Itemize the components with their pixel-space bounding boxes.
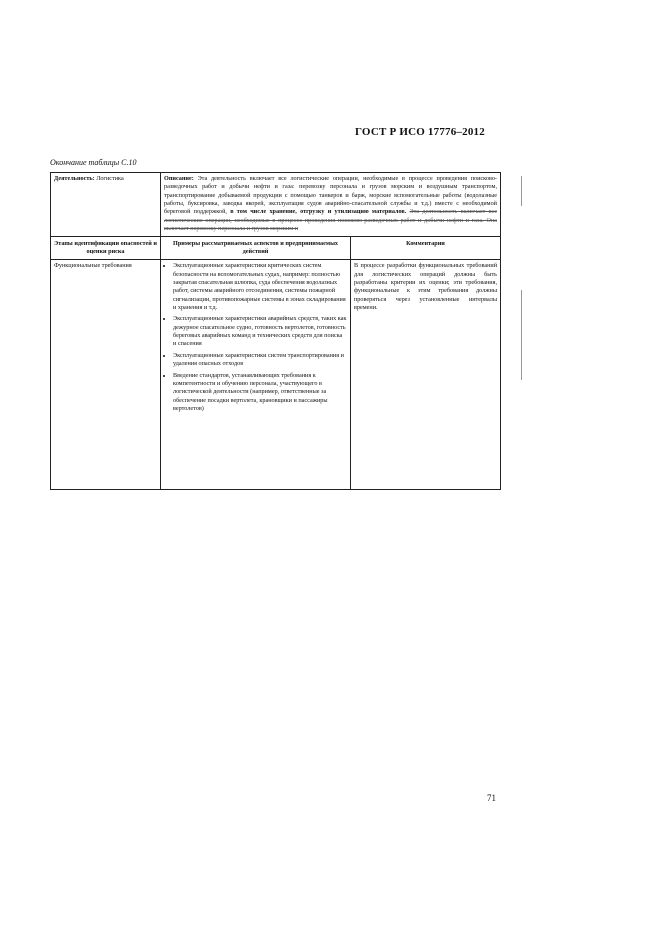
comment-cell: В процессе разработки функциональных требований для логистических операций должны быть разработаны критерии их оценки; эти требования, функциональные к этим требования должны проверяться через установленные интервалы времени. bbox=[351, 260, 501, 490]
table-caption: Окончание таблицы С.10 bbox=[50, 158, 137, 167]
margin-mark bbox=[521, 176, 522, 206]
list-item: • Эксплуатационные характеристики систем транспортирования и удаления опасных отходов bbox=[173, 352, 347, 369]
column-header-stage: Этапы идентификации опасностей и оценки риска bbox=[51, 236, 161, 260]
page-number: 71 bbox=[487, 793, 496, 803]
description-tail: в том числе хранение, отгрузку и утилизацию материалов. bbox=[230, 208, 407, 216]
examples-list bbox=[164, 262, 347, 413]
table-row bbox=[51, 260, 501, 490]
description-label: Описание: bbox=[164, 175, 194, 182]
description-text: Эта деятельность включает все логистические операции, необходимые в процессе проведения поисково-разведочных работ и добычи нефти и газа: перевозку персонала и грузов морским и воздушным транспортом, транспортирование добываемой продукции с помощью танкеров и барж, морские вспомогательные работы (водолазные работы, буксировка, заводка якорей, эксплуатация судов аварийно-спасательной службы и т.д.) вместе с необходимой береговой поддержкой, bbox=[164, 175, 497, 216]
list-item: • Эксплуатационные характеристики аварийных средств, таких как дежурное спасательное судно, готовность вертолетов, готовность береговых аварийных команд и технических средств для поиска и спасения bbox=[173, 315, 347, 348]
activity-value: Логистика bbox=[96, 175, 124, 182]
activity-cell bbox=[51, 173, 161, 237]
description-struck: Эта деятельность включает все логистические операции, необходимые в процессе проведения поисково-разведочных работ и добычи нефти и газа. Она включает перевозку персонала и грузов морским и bbox=[164, 208, 497, 233]
description-cell bbox=[161, 173, 501, 237]
activity-label: Деятельность: bbox=[54, 175, 95, 182]
column-header-examples: Примеры рассматриваемых аспектов и предпринимаемых действий bbox=[161, 236, 351, 260]
document-header: ГОСТ Р ИСО 17776–2012 bbox=[355, 126, 485, 138]
margin-mark bbox=[521, 290, 522, 380]
list-item: • Введение стандартов, устанавливающих требования к компетентности и обучению персонала, участвующего в логистической деятельности (например, ответственные за обеспечение посадки вертолета, крановщики и пассажиры вертолетов) bbox=[173, 372, 347, 414]
table-c10 bbox=[50, 172, 501, 490]
examples-cell bbox=[161, 260, 351, 490]
activity-row bbox=[51, 173, 501, 237]
list-item: • Эксплуатационные характеристики критических систем безопасности на вспомогательных судах, например: полностью закрытая спасательная шлюпка, суда обеспечения водолазных работ, системы аварийного отсоединения, системы пожарной сигнализации, противопожарные системы в зонах складирования и хранения и т.д. bbox=[173, 262, 347, 312]
stage-cell: Функциональные требования bbox=[51, 260, 161, 490]
column-header-row bbox=[51, 236, 501, 260]
column-header-comments: Комментарии bbox=[351, 236, 501, 260]
